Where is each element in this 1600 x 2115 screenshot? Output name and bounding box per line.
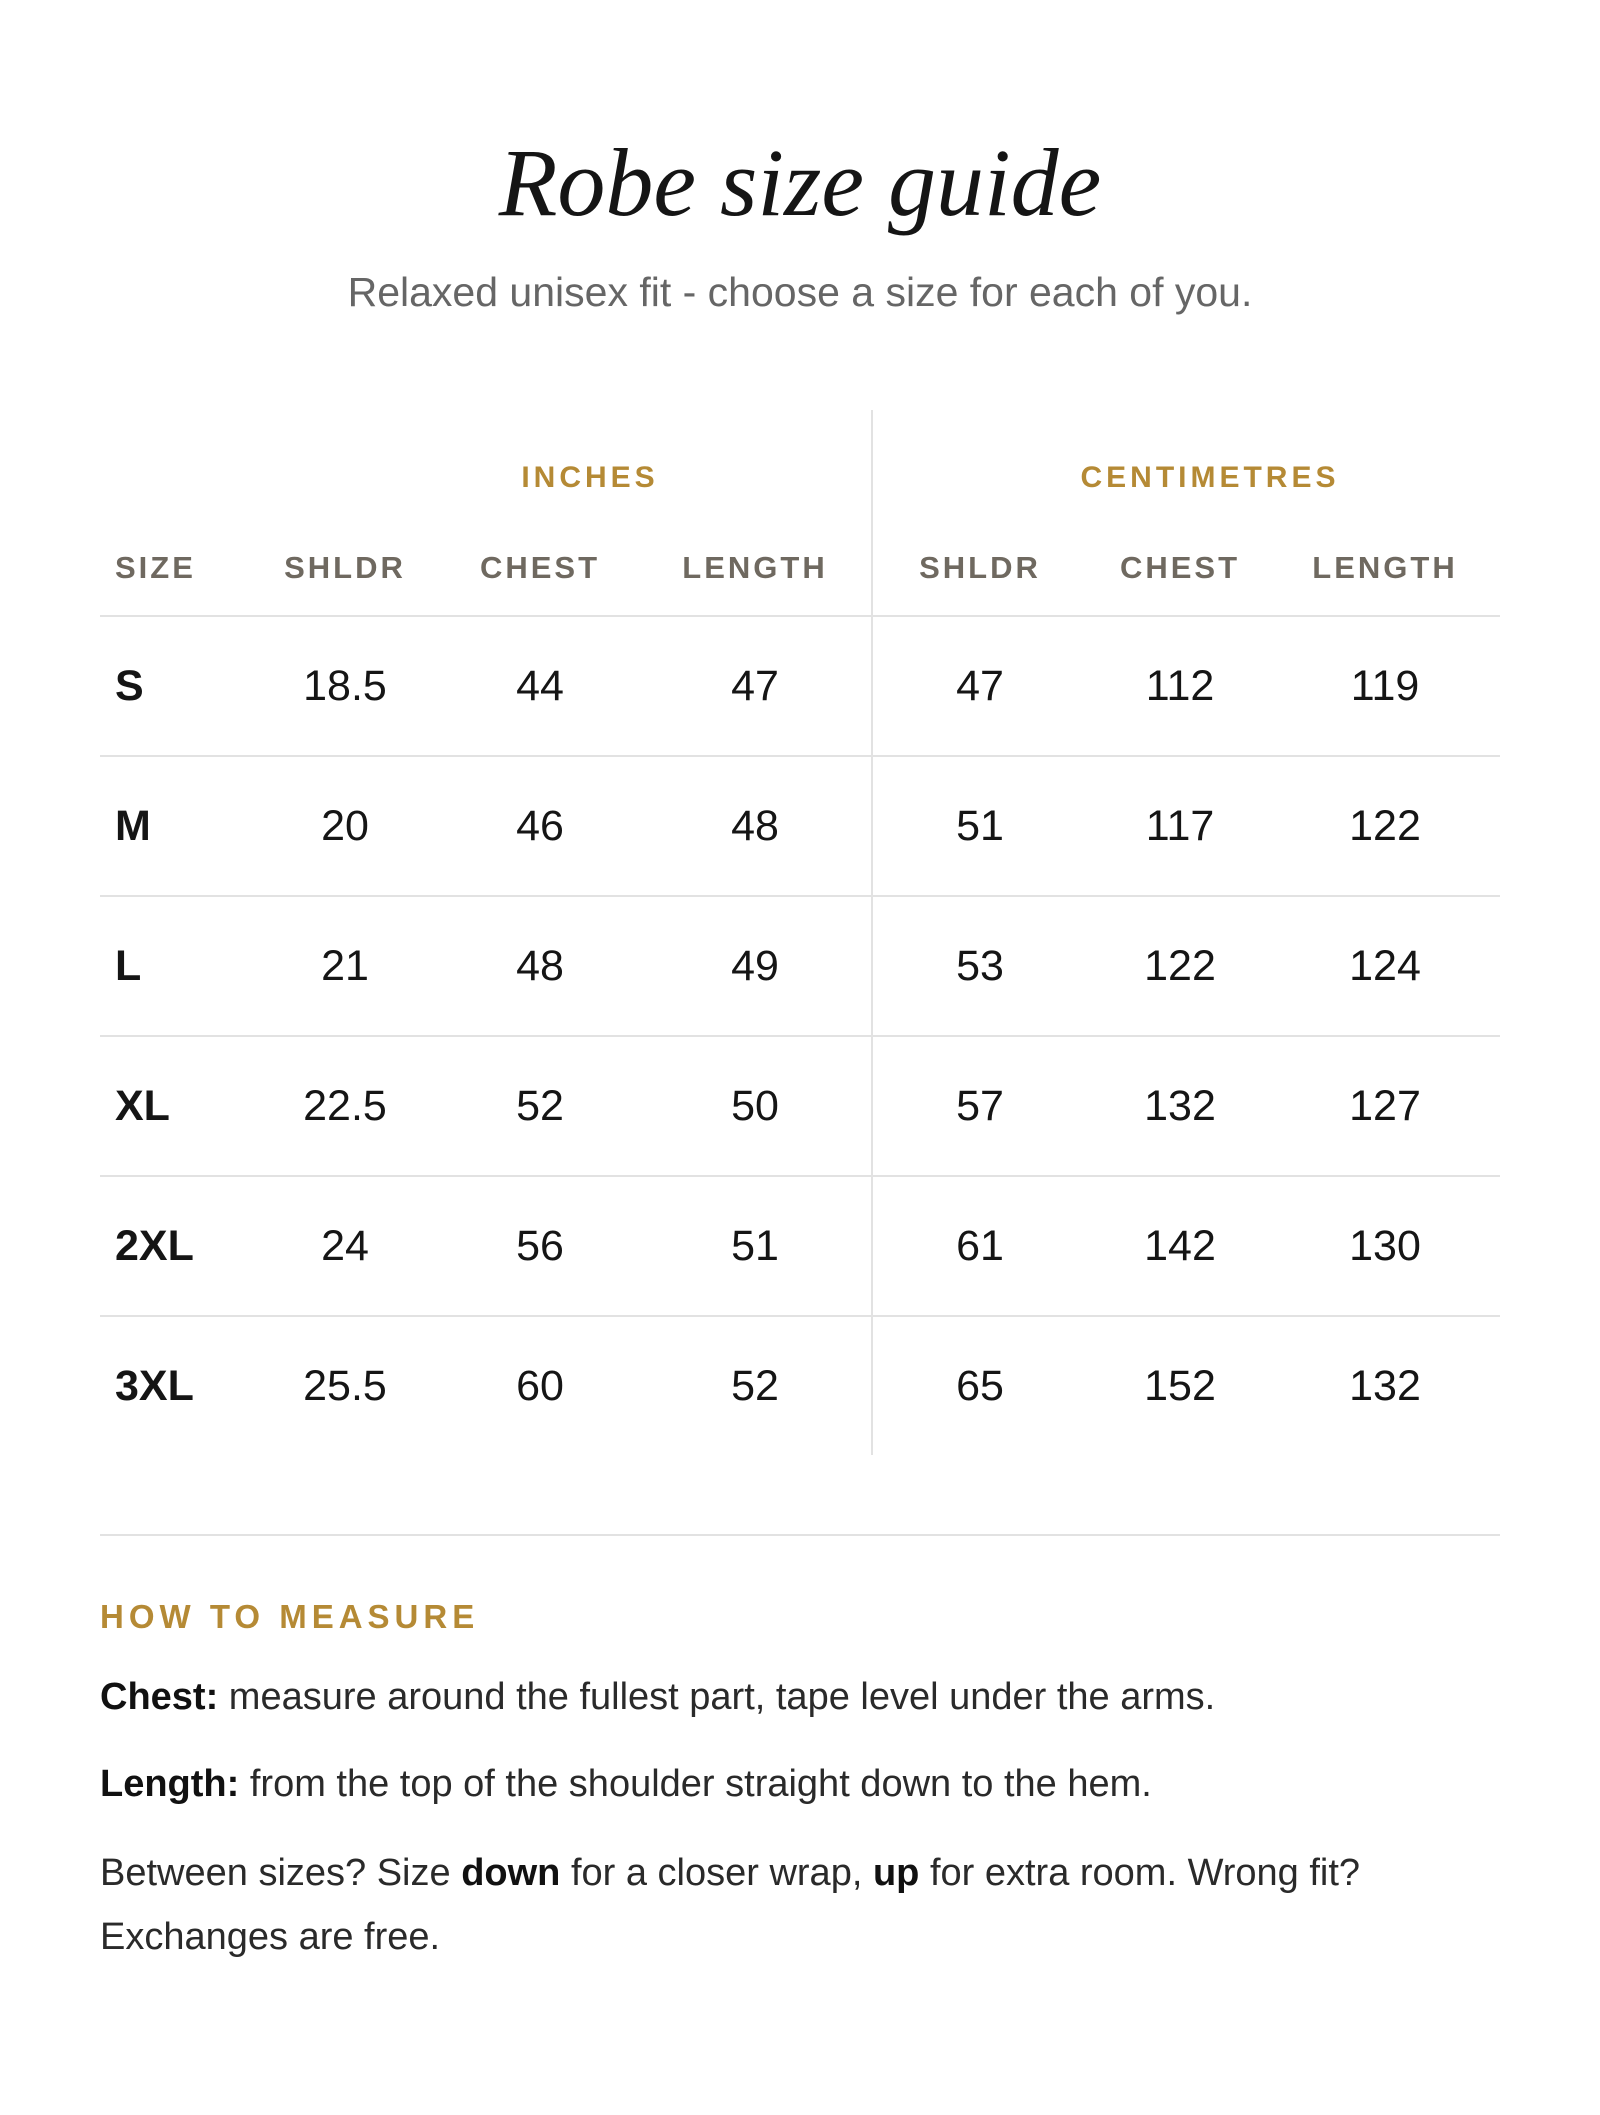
cm-length-cell: 132 (1349, 1362, 1421, 1410)
size-table (100, 410, 1500, 1455)
cm-shldr-cell: 65 (956, 1362, 1004, 1410)
col-header-cm-length: LENGTH (1312, 550, 1458, 585)
size-cell: 2XL (115, 1222, 194, 1270)
chest-text: measure around the fullest part, tape level under the arms. (218, 1676, 1216, 1718)
in-shldr-cell: 25.5 (303, 1362, 387, 1410)
in-length-cell: 50 (731, 1082, 779, 1130)
cm-chest-cell: 117 (1145, 802, 1215, 850)
in-length-cell: 49 (731, 942, 779, 990)
table-row (100, 1315, 1500, 1455)
table-row (100, 755, 1500, 895)
length-instruction (100, 1752, 1500, 1816)
group-header-inches: INCHES (521, 461, 659, 494)
in-shldr-cell: 24 (321, 1222, 369, 1270)
in-shldr-cell: 20 (321, 802, 369, 850)
in-chest-cell: 56 (516, 1222, 564, 1270)
fit-note-part3: for extra room. Wrong fit? (919, 1852, 1361, 1894)
group-header-centimetres: CENTIMETRES (1080, 461, 1340, 494)
chest-instruction (100, 1665, 1500, 1729)
fit-note-up: up (872, 1852, 920, 1894)
in-shldr-cell: 18.5 (303, 662, 387, 710)
cm-length-cell: 119 (1350, 662, 1420, 710)
cm-chest-cell: 142 (1144, 1222, 1216, 1270)
cm-shldr-cell: 53 (956, 942, 1004, 990)
cm-chest-cell: 152 (1144, 1362, 1216, 1410)
col-header-in-length: LENGTH (682, 550, 828, 585)
table-row (100, 1175, 1500, 1315)
in-chest-cell: 48 (516, 942, 564, 990)
cm-length-cell: 130 (1349, 1222, 1421, 1270)
cm-length-cell: 124 (1349, 942, 1421, 990)
fit-note-part2: for a closer wrap, (560, 1852, 873, 1894)
cm-shldr-cell: 47 (956, 662, 1004, 710)
fit-note (100, 1841, 1500, 1969)
cm-shldr-cell: 61 (956, 1222, 1004, 1270)
table-row (100, 895, 1500, 1035)
in-shldr-cell: 21 (321, 942, 369, 990)
size-cell: L (115, 942, 142, 990)
in-length-cell: 52 (731, 1362, 779, 1410)
col-header-size: SIZE (115, 550, 196, 585)
in-chest-cell: 44 (516, 662, 564, 710)
cm-shldr-cell: 51 (956, 802, 1004, 850)
size-cell: XL (115, 1082, 170, 1130)
size-cell: 3XL (115, 1362, 194, 1410)
cm-chest-cell: 112 (1145, 662, 1215, 710)
in-length-cell: 51 (731, 1222, 779, 1270)
in-length-cell: 47 (731, 662, 779, 710)
cm-chest-cell: 122 (1144, 942, 1216, 990)
length-label: Length: (100, 1763, 240, 1805)
fit-note-part1: Between sizes? Size (100, 1852, 462, 1894)
section-divider (100, 1534, 1500, 1536)
size-cell: M (115, 802, 151, 850)
cm-length-cell: 122 (1349, 802, 1421, 850)
in-chest-cell: 60 (516, 1362, 564, 1410)
page-title: Robe size guide (498, 129, 1102, 236)
col-header-cm-shldr: SHLDR (919, 550, 1041, 585)
table-row (100, 1035, 1500, 1175)
size-cell: S (115, 662, 144, 710)
length-text: from the top of the shoulder straight down to the hem. (239, 1763, 1152, 1805)
in-chest-cell: 52 (516, 1082, 564, 1130)
cm-chest-cell: 132 (1144, 1082, 1216, 1130)
col-header-in-shldr: SHLDR (284, 550, 406, 585)
page-subtitle: Relaxed unisex fit - choose a size for each of you. (347, 269, 1253, 315)
in-shldr-cell: 22.5 (303, 1082, 387, 1130)
chest-label: Chest: (100, 1676, 219, 1718)
fit-note-line2: Exchanges are free. (100, 1916, 441, 1958)
in-chest-cell: 46 (516, 802, 564, 850)
cm-length-cell: 127 (1349, 1082, 1421, 1130)
col-header-in-chest: CHEST (479, 550, 601, 585)
how-to-measure-heading: HOW TO MEASURE (100, 1598, 480, 1635)
cm-shldr-cell: 57 (956, 1082, 1004, 1130)
table-row (100, 615, 1500, 755)
fit-note-down: down (461, 1852, 561, 1894)
in-length-cell: 48 (731, 802, 779, 850)
col-header-cm-chest: CHEST (1119, 550, 1241, 585)
